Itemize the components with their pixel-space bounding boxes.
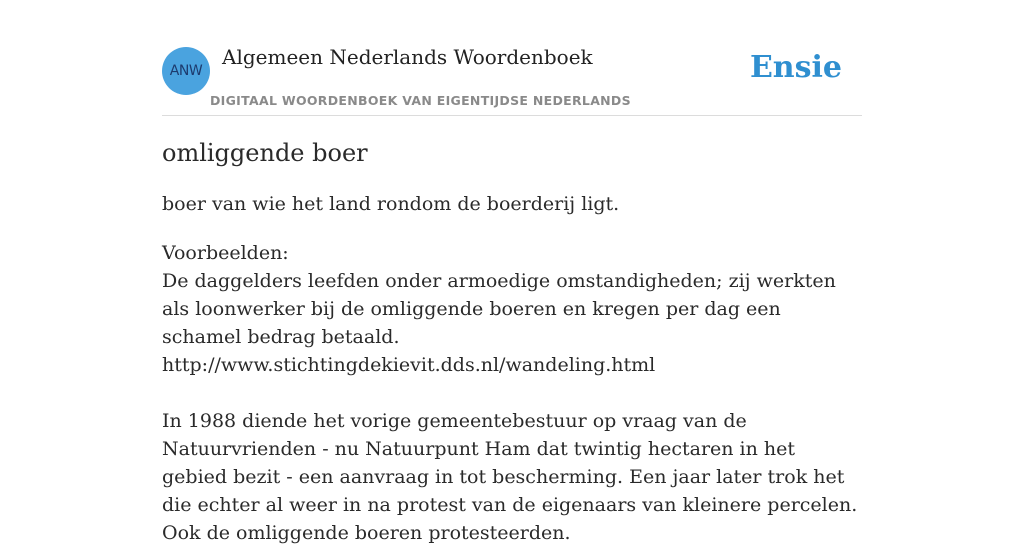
- dictionary-title[interactable]: Algemeen Nederlands Woordenboek: [222, 45, 593, 69]
- example-spacer: [162, 379, 862, 407]
- example-text: In 1988 diende het vorige gemeentebestuur op vraag van de Natuurvrienden - nu Natuurpunt Ham dat twintig hectaren in het gebied bezit - een aanvraag in tot bescherming. Een jaar later trok het die echter al weer in na protest van de eigenaars van kleinere percelen. Ook de omliggende boeren protesteerden.: [162, 410, 858, 544]
- ensie-logo[interactable]: Ensie: [749, 50, 842, 85]
- dictionary-subtitle: DIGITAAL WOORDENBOEK VAN EIGENTIJDSE NEDERLANDS: [210, 93, 631, 108]
- anw-logo[interactable]: ANW: [162, 47, 210, 95]
- example-source-link: http://www.stichtingdekievit.dds.nl/wandeling.html: [162, 354, 656, 376]
- definition: boer van wie het land rondom de boerderij ligt.: [162, 193, 620, 215]
- example-text: De daggelders leefden onder armoedige omstandigheden; zij werkten als loonwerker bij de omliggende boeren en kregen per dag een schamel bedrag betaald.: [162, 270, 836, 348]
- examples-label: Voorbeelden:: [162, 242, 289, 264]
- headword: omliggende boer: [162, 139, 368, 167]
- page: [162, 0, 862, 544]
- site-header: [162, 0, 862, 116]
- examples-section: [162, 239, 862, 547]
